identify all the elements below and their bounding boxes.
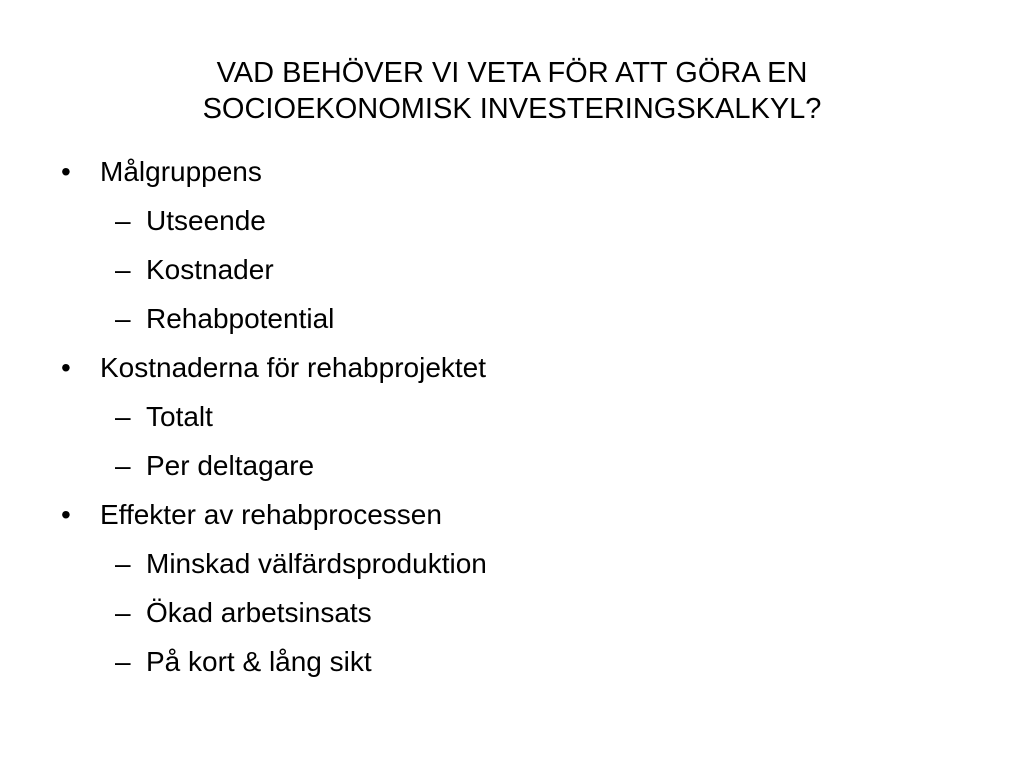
sub-item-rehabpotential bbox=[0, 299, 1024, 348]
sub-item-text: Totalt bbox=[146, 401, 213, 432]
slide-title bbox=[60, 55, 964, 127]
sub-item-okad bbox=[0, 593, 1024, 642]
sub-item-totalt bbox=[0, 397, 1024, 446]
sub-item-text: Utseende bbox=[146, 205, 266, 236]
dash-icon: – bbox=[115, 548, 131, 579]
bullet-item-malgruppens bbox=[0, 152, 1024, 201]
bullet-icon: • bbox=[61, 499, 71, 530]
dash-icon: – bbox=[115, 401, 131, 432]
bullet-text: Effekter av rehabprocessen bbox=[100, 499, 442, 530]
bullet-icon: • bbox=[61, 156, 71, 187]
sub-item-text: Ökad arbetsinsats bbox=[146, 597, 372, 628]
dash-icon: – bbox=[115, 597, 131, 628]
sub-item-text: Minskad välfärdsproduktion bbox=[146, 548, 487, 579]
bullet-text: Målgruppens bbox=[100, 156, 262, 187]
bullet-icon: • bbox=[61, 352, 71, 383]
sub-item-per-deltagare bbox=[0, 446, 1024, 495]
sub-item-text: Per deltagare bbox=[146, 450, 315, 481]
sub-item-utseende bbox=[0, 201, 1024, 250]
slide-title-line-2: SOCIOEKONOMISK INVESTERINGSKALKYL? bbox=[202, 93, 822, 125]
sub-item-text: Kostnader bbox=[146, 254, 274, 285]
bullet-item-effekter bbox=[0, 495, 1024, 544]
dash-icon: – bbox=[115, 254, 131, 285]
sub-item-minskad bbox=[0, 544, 1024, 593]
bullet-list bbox=[0, 152, 1024, 691]
sub-item-text: På kort & lång sikt bbox=[146, 646, 372, 677]
dash-icon: – bbox=[115, 205, 131, 236]
dash-icon: – bbox=[115, 450, 131, 481]
sub-item-kort-lang-sikt bbox=[0, 642, 1024, 691]
bullet-item-kostnaderna bbox=[0, 348, 1024, 397]
sub-item-kostnader bbox=[0, 250, 1024, 299]
sub-item-text: Rehabpotential bbox=[146, 303, 335, 334]
slide-title-line-1: VAD BEHÖVER VI VETA FÖR ATT GÖRA EN bbox=[216, 57, 808, 89]
dash-icon: – bbox=[115, 303, 131, 334]
bullet-text: Kostnaderna för rehabprojektet bbox=[100, 352, 487, 383]
dash-icon: – bbox=[115, 646, 131, 677]
